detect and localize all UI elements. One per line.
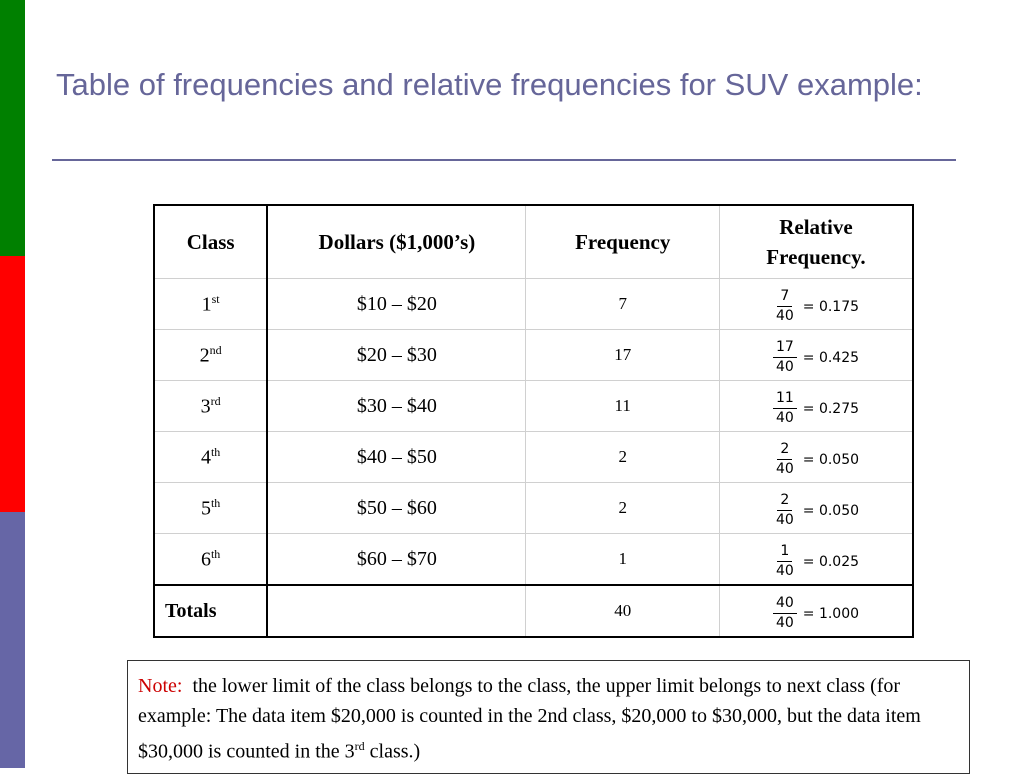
fraction-denominator: 40 — [775, 615, 794, 631]
fraction-numerator: 17 — [773, 339, 797, 358]
class-ordinal-suffix: th — [210, 546, 221, 561]
dollars-cell: $10 – $20 — [267, 279, 526, 330]
relative-frequency-cell — [719, 432, 913, 483]
relative-frequency-cell — [719, 483, 913, 534]
header-relative-line2: Frequency. — [766, 245, 866, 269]
table-header-row — [154, 205, 913, 279]
fraction-numerator: 2 — [777, 492, 792, 511]
relative-frequency-value: = 0.050 — [802, 451, 860, 468]
fraction-denominator: 40 — [775, 359, 794, 375]
class-ordinal-suffix: th — [210, 444, 221, 459]
header-relative-frequency — [719, 205, 913, 279]
class-cell — [154, 330, 267, 381]
frequency-cell: 1 — [526, 534, 720, 586]
fraction-numerator: 1 — [777, 543, 792, 562]
table-row — [154, 432, 913, 483]
class-number: 3 — [200, 395, 211, 418]
fraction-numerator: 7 — [777, 288, 792, 307]
relative-frequency-expression — [773, 595, 859, 632]
class-ordinal-suffix: th — [210, 495, 221, 510]
relative-frequency-cell — [719, 534, 913, 586]
header-frequency: Frequency — [526, 205, 720, 279]
fraction-denominator: 40 — [775, 461, 794, 477]
class-cell — [154, 432, 267, 483]
relative-frequency-expression — [773, 441, 859, 478]
table-row — [154, 483, 913, 534]
relative-frequency-cell — [719, 330, 913, 381]
frequency-cell: 11 — [526, 381, 720, 432]
table-row — [154, 381, 913, 432]
header-dollars: Dollars ($1,000’s) — [267, 205, 526, 279]
relative-frequency-cell — [719, 279, 913, 330]
fraction — [773, 339, 797, 376]
sidebar-color-bar — [0, 0, 25, 768]
fraction-denominator: 40 — [775, 410, 794, 426]
class-number: 2 — [199, 344, 210, 367]
fraction — [773, 543, 797, 580]
relative-frequency-value: = 0.175 — [802, 298, 860, 315]
relative-frequency-expression — [773, 288, 859, 325]
totals-relative-frequency — [719, 585, 913, 637]
sidebar-green-segment — [0, 0, 25, 256]
table-row — [154, 279, 913, 330]
table-row — [154, 330, 913, 381]
class-cell — [154, 534, 267, 586]
frequency-table — [153, 204, 914, 638]
note-box — [127, 660, 970, 774]
totals-row — [154, 585, 913, 637]
frequency-cell: 2 — [526, 432, 720, 483]
relative-frequency-expression — [773, 339, 859, 376]
relative-frequency-value: = 0.025 — [802, 553, 860, 570]
totals-dollars-cell — [267, 585, 526, 637]
dollars-cell: $60 – $70 — [267, 534, 526, 586]
fraction-denominator: 40 — [775, 563, 794, 579]
relative-frequency-value: = 0.050 — [802, 502, 860, 519]
fraction-denominator: 40 — [775, 308, 794, 324]
fraction — [773, 288, 797, 325]
relative-frequency-expression — [773, 492, 859, 529]
relative-frequency-expression — [773, 543, 859, 580]
class-cell — [154, 483, 267, 534]
fraction — [773, 595, 797, 632]
relative-frequency-expression — [773, 390, 859, 427]
class-cell — [154, 279, 267, 330]
fraction-numerator: 2 — [777, 441, 792, 460]
class-number: 4 — [200, 446, 211, 469]
fraction — [773, 492, 797, 529]
fraction — [773, 390, 797, 427]
relative-frequency-value: = 1.000 — [802, 605, 860, 622]
fraction-denominator: 40 — [775, 512, 794, 528]
relative-frequency-value: = 0.425 — [802, 349, 860, 366]
frequency-cell: 7 — [526, 279, 720, 330]
class-ordinal-suffix: nd — [209, 342, 222, 357]
dollars-cell: $20 – $30 — [267, 330, 526, 381]
fraction-numerator: 40 — [773, 595, 797, 614]
class-number: 5 — [200, 497, 211, 520]
class-ordinal-suffix: st — [211, 291, 220, 306]
frequency-cell: 17 — [526, 330, 720, 381]
frequency-cell: 2 — [526, 483, 720, 534]
dollars-cell: $30 – $40 — [267, 381, 526, 432]
note-superscript: rd — [354, 739, 365, 753]
totals-frequency: 40 — [526, 585, 720, 637]
sidebar-blue-segment — [0, 512, 25, 768]
note-text: the lower limit of the class belongs to the class, the upper limit belongs to next class (for example: The data item $20,000 is counted in the 2nd class, $20,000 to $30,000, but the data item $30,000 is counted in the 3 — [138, 675, 921, 763]
relative-frequency-cell — [719, 381, 913, 432]
sidebar-red-segment — [0, 256, 25, 512]
fraction-numerator: 11 — [773, 390, 797, 409]
note-text-end: class.) — [364, 740, 421, 763]
fraction — [773, 441, 797, 478]
totals-label: Totals — [154, 585, 267, 637]
relative-frequency-value: = 0.275 — [802, 400, 860, 417]
table-row — [154, 534, 913, 586]
class-number: 1 — [201, 293, 212, 316]
note-label: Note: — [138, 675, 183, 697]
class-ordinal-suffix: rd — [210, 393, 221, 408]
class-cell — [154, 381, 267, 432]
slide-title: Table of frequencies and relative frequencies for SUV example: — [56, 67, 923, 102]
dollars-cell: $50 – $60 — [267, 483, 526, 534]
class-number: 6 — [200, 548, 211, 571]
title-divider — [52, 159, 956, 161]
header-class: Class — [154, 205, 267, 279]
dollars-cell: $40 – $50 — [267, 432, 526, 483]
header-relative-line1: Relative — [779, 215, 853, 239]
